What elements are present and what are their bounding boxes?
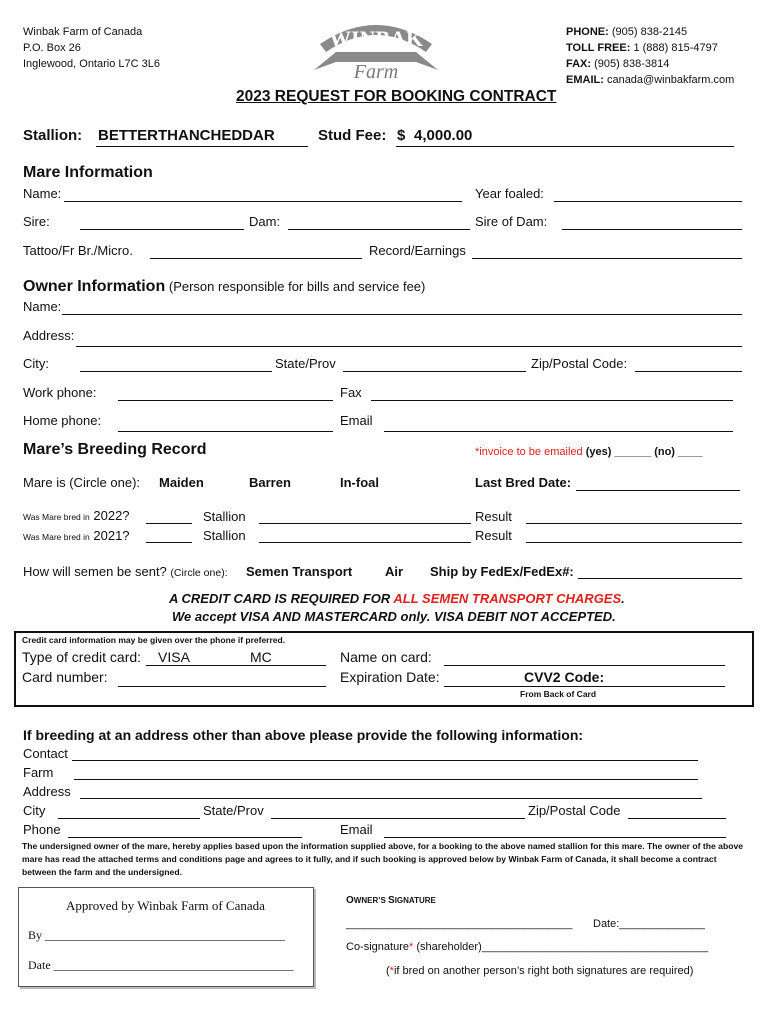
stallion-2021-label: Stallion [203,528,246,543]
owner-email-field[interactable] [384,431,733,432]
semen-question-row [23,564,228,579]
home-phone-field[interactable] [118,431,333,432]
alt-city-field[interactable] [58,818,200,819]
cosignature-row[interactable] [346,941,708,953]
fedex-number-field[interactable] [578,578,742,579]
home-phone-label: Home phone: [23,413,102,428]
farm-address-block [23,24,160,72]
result-2022-label: Result [475,509,512,524]
alt-farm-label: Farm [23,765,54,780]
owner-heading: Owner Information [23,278,166,295]
phone-value: (905) 838-2145 [611,26,688,38]
email-value: canada@winbakfarm.com [606,74,735,86]
mare-name-label: Name: [23,186,62,201]
sig-h-a: O [346,895,354,906]
city-line: Inglewood, Ontario L7C 3L6 [23,58,160,70]
page-title: 2023 REQUEST FOR BOOKING CONTRACT [236,88,557,105]
owner-state-label: State/Prov [275,356,336,371]
contact-block [566,24,734,88]
bred-2021-field[interactable] [146,542,192,543]
logo-top-text: WINBAK [328,26,424,51]
approval-title: Approved by Winbak Farm of Canada [66,898,265,913]
owner-zip-label: Zip/Postal Code: [531,356,628,371]
approval-by[interactable]: By ________________________________________ [28,928,286,942]
sig-h-d: IGNATURE [394,896,436,905]
tattoo-field[interactable] [150,258,362,259]
cc-number-field[interactable] [118,686,326,687]
record-field[interactable] [472,258,742,259]
fax-value: (905) 838-3814 [594,58,670,70]
cc-name-label: Name on card: [340,649,432,665]
email-label: EMAIL: [566,74,604,86]
cc-accepted-notice: We accept VISA AND MASTERCARD only. VISA DEBIT NOT ACCEPTED. [172,609,616,624]
owner-fax-label: Fax [340,385,362,400]
cosig-star: * [408,941,414,953]
tollfree-value: 1 (888) 815-4797 [633,42,718,54]
cc-type-label: Type of credit card: [22,649,142,665]
approval-date[interactable]: Date ________________________________________ [28,958,294,972]
bred-2022-field[interactable] [146,523,192,524]
owner-address-label: Address: [23,328,75,343]
signature-footnote [386,965,693,977]
stud-fee-label: Stud Fee: [318,127,387,144]
semen-circle: (Circle one): [170,567,228,579]
po-box: P.O. Box 26 [23,42,81,54]
alt-phone-label: Phone [23,822,61,837]
dam-label: Dam: [249,214,281,229]
stud-fee-currency: $ [397,127,406,144]
fn-b: if bred on another person’s right both signatures are required) [393,965,694,977]
cc-visa-option[interactable]: VISA [158,649,190,665]
work-phone-label: Work phone: [23,385,97,400]
fax-label: FAX: [566,58,592,70]
option-barren[interactable]: Barren [249,475,291,490]
cc-exp-field[interactable] [444,686,506,687]
stallion-label: Stallion: [23,127,83,144]
owner-state-field[interactable] [343,371,526,372]
option-fedex[interactable]: Ship by FedEx/FedEx#: [430,564,574,579]
owner-city-label: City: [23,356,49,371]
phone-label: PHONE: [566,26,609,38]
owner-signature-field[interactable]: _____________________________________ [346,918,573,930]
owner-address-field[interactable] [76,346,742,347]
invoice-prefix: *invoice to be emailed [475,446,583,458]
bred-2021-row [23,528,130,543]
logo-bottom-text: Farm [353,61,399,83]
stallion-2021-field[interactable] [259,542,471,543]
invoice-no[interactable]: (no) ____ [654,446,703,458]
signature-date-field[interactable]: Date:______________ [593,918,705,930]
agreement-text: The undersigned owner of the mare, hereby applies based upon the information supplied above, for a booking to the above named stallion for this mare. The owner of the above mare has read the attached terms and conditions page and agrees to it fully, and if such booking is approved below by Winbak Farm of Canada, it shall become a contract between the farm and the undersigned. [22,841,744,877]
owner-fax-field[interactable] [371,400,733,401]
sig-h-c: S [388,895,395,906]
cc-type-line [146,665,326,666]
breeding-heading: Mare’s Breeding Record [23,441,207,458]
result-2021-label: Result [475,528,512,543]
owner-city-field[interactable] [80,371,272,372]
dam-field[interactable] [288,229,470,230]
tattoo-label: Tattoo/Fr Br./Micro. [23,243,133,258]
was-bred-label-2: Was Mare bred in [23,532,90,542]
alt-state-label: State/Prov [203,803,264,818]
tollfree-label: TOLL FREE: [566,42,631,54]
cc-phone-note: Credit card information may be given over the phone if preferred. [22,635,286,645]
stallion-2022-field[interactable] [259,523,471,524]
option-maiden[interactable]: Maiden [159,475,204,490]
cc-notice-red: ALL SEMEN TRANSPORT CHARGES [393,591,622,606]
alt-address-field[interactable] [80,798,702,799]
semen-question: How will semen be sent? [23,564,167,579]
option-infoal[interactable]: In-foal [340,475,379,490]
alt-zip-field[interactable] [628,818,726,819]
owner-name-label: Name: [23,299,62,314]
alt-email-label: Email [340,822,373,837]
invoice-row [475,446,703,458]
option-air[interactable]: Air [385,564,404,579]
owner-zip-field[interactable] [635,371,742,372]
stud-fee-line [396,146,734,147]
owner-signature-heading [346,895,436,906]
cosig-label: Co-signature [346,941,409,953]
cc-number-label: Card number: [22,669,108,685]
work-phone-field[interactable] [118,400,333,401]
result-2021-field[interactable] [526,542,742,543]
sig-h-b: WNER’S [353,896,389,905]
bred-2022-row [23,508,130,523]
stallion-value[interactable]: BETTERTHANCHEDDAR [98,127,275,144]
alt-zip-label: Zip/Postal Code [528,803,621,818]
cc-notice-end: . [621,591,625,606]
invoice-yes[interactable]: (yes) ______ [585,446,652,458]
sire-of-dam-label: Sire of Dam: [475,214,548,229]
year-2021: 2021? [93,528,130,543]
alt-address-heading: If breeding at an address other than above please provide the following information: [23,727,584,743]
mare-status-label: Mare is (Circle one): [23,475,141,490]
year-foaled-label: Year foaled: [475,186,544,201]
cosig-rest: (shareholder)_____________________________________ [413,941,709,953]
year-2022: 2022? [93,508,130,523]
option-semen-transport[interactable]: Semen Transport [246,564,353,579]
alt-contact-field[interactable] [72,760,698,761]
sire-of-dam-field[interactable] [562,229,742,230]
mare-name-field[interactable] [64,201,462,202]
cvv-field[interactable] [506,686,725,687]
alt-phone-field[interactable] [68,837,302,838]
fn-star: * [389,965,394,977]
alt-state-field[interactable] [271,818,525,819]
owner-heading-row [23,278,425,296]
winbak-logo [306,12,446,90]
cc-exp-label: Expiration Date: [340,669,440,685]
alt-farm-field[interactable] [74,779,698,780]
cc-required-notice [169,591,625,606]
alt-city-label: City [23,803,46,818]
year-foaled-field[interactable] [554,201,742,202]
stallion-2022-label: Stallion [203,509,246,524]
stallion-line [96,146,308,147]
stud-fee-value[interactable]: 4,000.00 [414,127,473,144]
last-bred-label: Last Bred Date: [475,475,572,490]
was-bred-label-1: Was Mare bred in [23,512,90,522]
cvv-label: CVV2 Code: [524,669,605,685]
owner-note: (Person responsible for bills and service fee) [168,279,426,294]
alt-contact-label: Contact [23,746,68,761]
fn-a: ( [386,965,390,977]
last-bred-field[interactable] [576,490,740,491]
owner-email-label: Email [340,413,373,428]
alt-email-field[interactable] [384,837,726,838]
record-label: Record/Earnings [369,243,466,258]
cc-notice-a: A CREDIT CARD IS REQUIRED FOR [169,591,394,606]
alt-address-label: Address [23,784,71,799]
result-2022-field[interactable] [526,523,742,524]
cvv-note: From Back of Card [520,689,597,699]
owner-name-field[interactable] [62,314,742,315]
mare-heading: Mare Information [23,164,153,181]
sire-label: Sire: [23,214,50,229]
cc-name-field[interactable] [444,665,725,666]
cc-mc-option[interactable]: MC [250,649,272,665]
company-name: Winbak Farm of Canada [23,26,143,38]
sire-field[interactable] [80,229,244,230]
